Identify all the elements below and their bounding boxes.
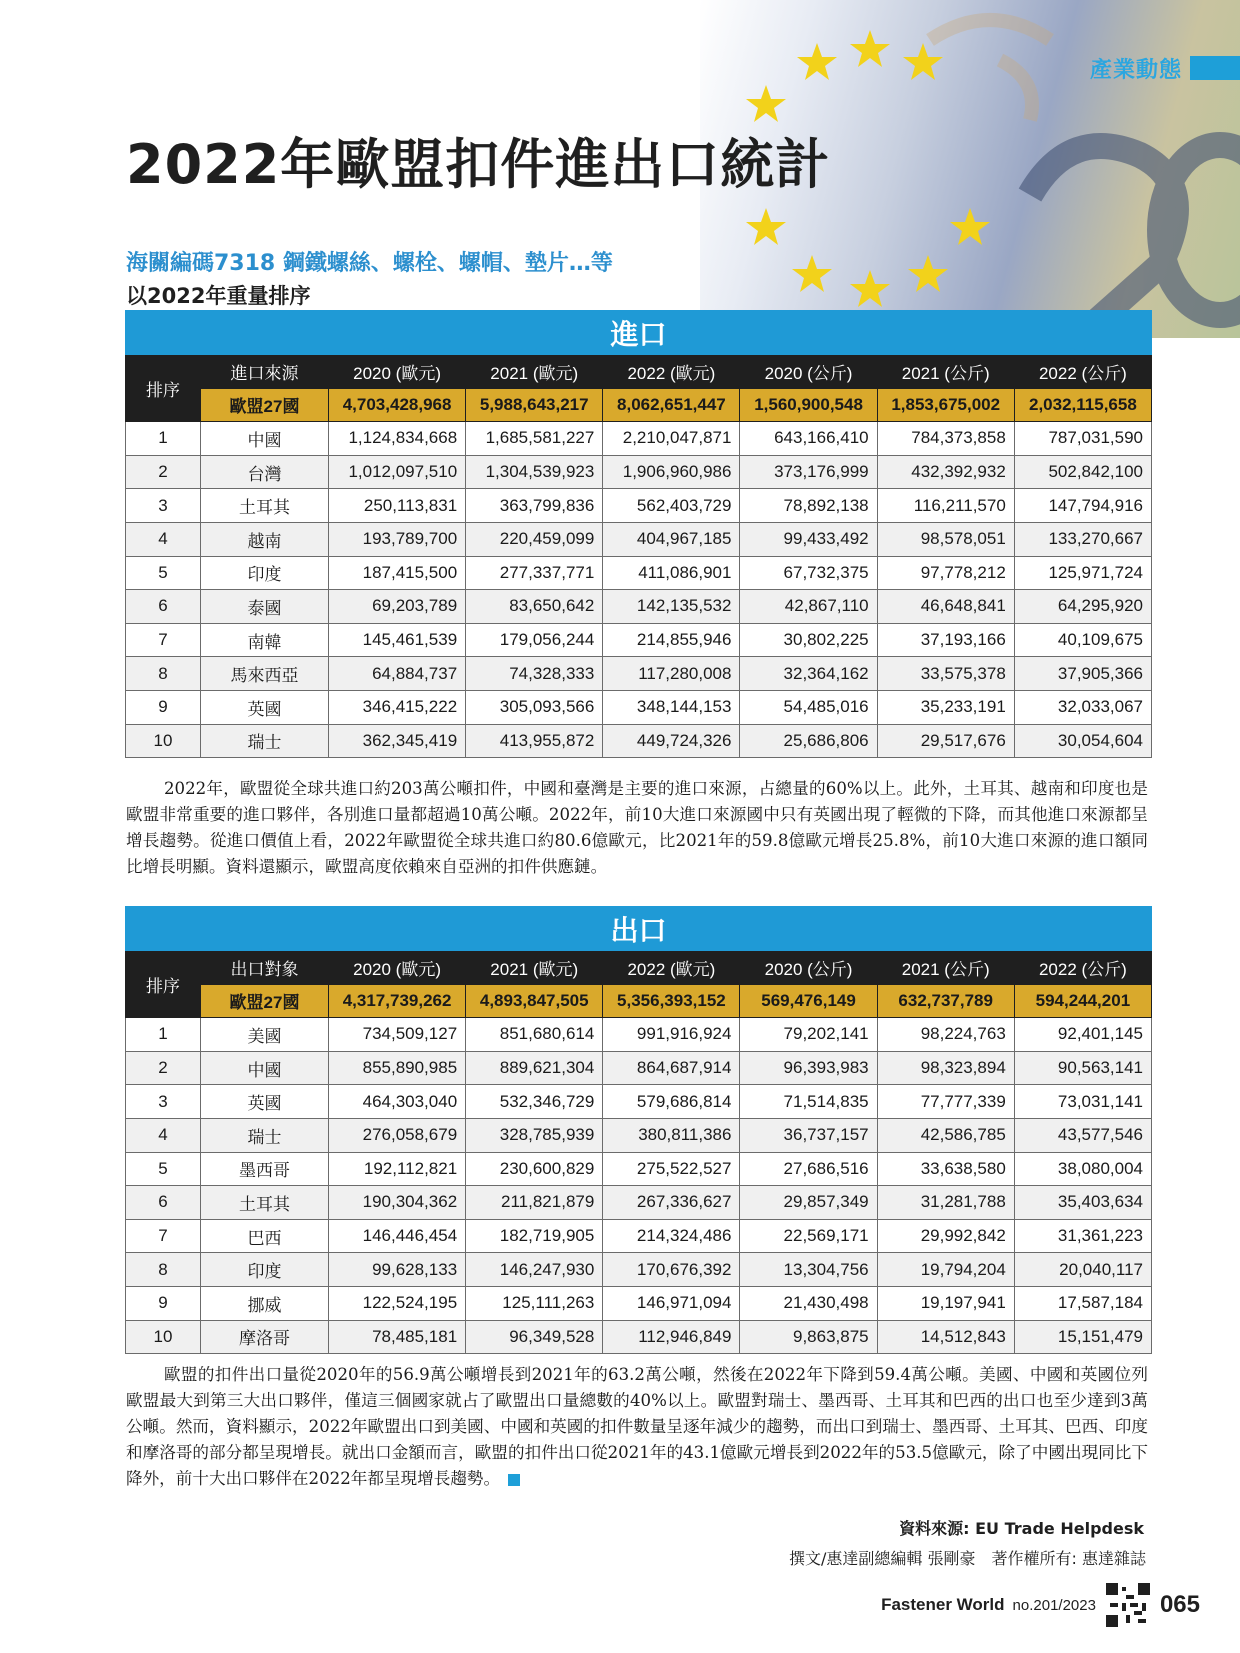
value-cell: 1,906,960,986 — [603, 455, 740, 489]
value-cell: 133,270,667 — [1014, 522, 1151, 556]
value-cell: 98,224,763 — [877, 1018, 1014, 1052]
value-cell: 17,587,184 — [1014, 1286, 1151, 1320]
column-header: 2020 (公斤) — [740, 355, 877, 389]
total-cell: 1,560,900,548 — [740, 388, 877, 422]
value-cell: 404,967,185 — [603, 522, 740, 556]
column-header: 2021 (歐元) — [466, 355, 603, 389]
table-row — [126, 590, 1152, 624]
value-cell: 363,799,836 — [466, 489, 603, 523]
total-label: 歐盟27國 — [201, 388, 329, 422]
import-paragraph: 2022年，歐盟從全球共進口約203萬公噸扣件，中國和臺灣是主要的進口來源，占總量的60%以上。此外，土耳其、越南和印度也是歐盟非常重要的進口夥伴，各別進口量都超過10萬公噸。2022年，前10大進口來源國中只有英國出現了輕微的下降，而其他進口來源都呈增長趨勢。從進口價值上看，2022年歐盟從全球共進口約80.6億歐元，比2021年的59.8億歐元增長25.8%，前10大進口來源的進口額同比增長明顯。資料還顯示，歐盟高度依賴來自亞洲的扣件供應鏈。 — [126, 779, 1148, 876]
country-cell: 墨西哥 — [201, 1152, 329, 1186]
value-cell: 734,509,127 — [329, 1018, 466, 1052]
table-row — [126, 623, 1152, 657]
table-row — [126, 690, 1152, 724]
value-cell: 562,403,729 — [603, 489, 740, 523]
value-cell: 21,430,498 — [740, 1286, 877, 1320]
rank-cell: 3 — [126, 489, 201, 523]
value-cell: 214,324,486 — [603, 1219, 740, 1253]
value-cell: 328,785,939 — [466, 1118, 603, 1152]
value-cell: 35,233,191 — [877, 690, 1014, 724]
value-cell: 117,280,008 — [603, 657, 740, 691]
value-cell: 29,992,842 — [877, 1219, 1014, 1253]
value-cell: 74,328,333 — [466, 657, 603, 691]
value-cell: 14,512,843 — [877, 1320, 1014, 1354]
value-cell: 449,724,326 — [603, 724, 740, 758]
column-header: 2021 (歐元) — [466, 951, 603, 985]
column-header: 2022 (歐元) — [603, 951, 740, 985]
column-header: 出口對象 — [201, 951, 329, 985]
country-cell: 摩洛哥 — [201, 1320, 329, 1354]
country-cell: 南韓 — [201, 623, 329, 657]
country-cell: 土耳其 — [201, 1186, 329, 1220]
table-row — [126, 1186, 1152, 1220]
value-cell: 889,621,304 — [466, 1051, 603, 1085]
value-cell: 54,485,016 — [740, 690, 877, 724]
value-cell: 71,514,835 — [740, 1085, 877, 1119]
table-row — [126, 1286, 1152, 1320]
rank-cell: 7 — [126, 623, 201, 657]
value-cell: 20,040,117 — [1014, 1253, 1151, 1287]
value-cell: 142,135,532 — [603, 590, 740, 624]
subtitle: 海關編碼7318 鋼鐵螺絲、螺栓、螺帽、墊片…等 — [126, 251, 613, 276]
value-cell: 78,892,138 — [740, 489, 877, 523]
import-table — [125, 310, 1152, 758]
rank-cell: 8 — [126, 657, 201, 691]
value-cell: 92,401,145 — [1014, 1018, 1151, 1052]
value-cell: 855,890,985 — [329, 1051, 466, 1085]
country-cell: 印度 — [201, 1253, 329, 1287]
value-cell: 214,855,946 — [603, 623, 740, 657]
rank-cell: 3 — [126, 1085, 201, 1119]
column-header: 2021 (公斤) — [877, 355, 1014, 389]
table-row — [126, 1018, 1152, 1052]
qr-code-icon — [1106, 1583, 1150, 1627]
value-cell: 851,680,614 — [466, 1018, 603, 1052]
country-cell: 馬來西亞 — [201, 657, 329, 691]
total-cell: 4,703,428,968 — [329, 388, 466, 422]
page-title: 2022年歐盟扣件進出口統計 — [126, 133, 831, 196]
rank-cell: 6 — [126, 1186, 201, 1220]
country-cell: 瑞士 — [201, 724, 329, 758]
total-label: 歐盟27國 — [201, 984, 329, 1018]
value-cell: 373,176,999 — [740, 455, 877, 489]
value-cell: 37,193,166 — [877, 623, 1014, 657]
value-cell: 42,867,110 — [740, 590, 877, 624]
value-cell: 267,336,627 — [603, 1186, 740, 1220]
import-header-row — [126, 355, 1152, 389]
table-row — [126, 724, 1152, 758]
value-cell: 29,857,349 — [740, 1186, 877, 1220]
column-header: 2021 (公斤) — [877, 951, 1014, 985]
value-cell: 179,056,244 — [466, 623, 603, 657]
value-cell: 784,373,858 — [877, 422, 1014, 456]
value-cell: 77,777,339 — [877, 1085, 1014, 1119]
section-tag-label: 產業動態 — [1089, 57, 1182, 83]
country-cell: 瑞士 — [201, 1118, 329, 1152]
rank-cell: 7 — [126, 1219, 201, 1253]
value-cell: 276,058,679 — [329, 1118, 466, 1152]
value-cell: 116,211,570 — [877, 489, 1014, 523]
value-cell: 250,113,831 — [329, 489, 466, 523]
value-cell: 22,569,171 — [740, 1219, 877, 1253]
table-row — [126, 1320, 1152, 1354]
value-cell: 42,586,785 — [877, 1118, 1014, 1152]
country-cell: 巴西 — [201, 1219, 329, 1253]
value-cell: 991,916,924 — [603, 1018, 740, 1052]
country-cell: 泰國 — [201, 590, 329, 624]
sort-note: 以2022年重量排序 — [126, 284, 311, 308]
table-row — [126, 455, 1152, 489]
value-cell: 211,821,879 — [466, 1186, 603, 1220]
value-cell: 125,111,263 — [466, 1286, 603, 1320]
total-cell: 5,356,393,152 — [603, 984, 740, 1018]
value-cell: 96,393,983 — [740, 1051, 877, 1085]
rank-cell: 10 — [126, 1320, 201, 1354]
value-cell: 187,415,500 — [329, 556, 466, 590]
value-cell: 532,346,729 — [466, 1085, 603, 1119]
export-paragraph — [126, 1362, 1148, 1492]
value-cell: 98,323,894 — [877, 1051, 1014, 1085]
value-cell: 192,112,821 — [329, 1152, 466, 1186]
value-cell: 64,884,737 — [329, 657, 466, 691]
section-tag-bar — [1190, 56, 1240, 80]
value-cell: 30,802,225 — [740, 623, 877, 657]
total-cell: 4,893,847,505 — [466, 984, 603, 1018]
rank-cell: 1 — [126, 422, 201, 456]
rank-cell: 1 — [126, 1018, 201, 1052]
table-row — [126, 1051, 1152, 1085]
rank-cell: 2 — [126, 455, 201, 489]
value-cell: 2,210,047,871 — [603, 422, 740, 456]
rank-cell: 6 — [126, 590, 201, 624]
value-cell: 32,364,162 — [740, 657, 877, 691]
value-cell: 146,446,454 — [329, 1219, 466, 1253]
value-cell: 145,461,539 — [329, 623, 466, 657]
value-cell: 1,012,097,510 — [329, 455, 466, 489]
column-header: 2022 (公斤) — [1014, 355, 1151, 389]
import-banner: 進口 — [126, 311, 1152, 355]
value-cell: 277,337,771 — [466, 556, 603, 590]
country-cell: 越南 — [201, 522, 329, 556]
value-cell: 27,686,516 — [740, 1152, 877, 1186]
rank-cell: 4 — [126, 522, 201, 556]
table-row — [126, 1152, 1152, 1186]
value-cell: 43,577,546 — [1014, 1118, 1151, 1152]
total-cell: 594,244,201 — [1014, 984, 1151, 1018]
value-cell: 46,648,841 — [877, 590, 1014, 624]
total-cell: 4,317,739,262 — [329, 984, 466, 1018]
value-cell: 99,433,492 — [740, 522, 877, 556]
value-cell: 29,517,676 — [877, 724, 1014, 758]
country-cell: 中國 — [201, 1051, 329, 1085]
value-cell: 32,033,067 — [1014, 690, 1151, 724]
value-cell: 413,955,872 — [466, 724, 603, 758]
value-cell: 35,403,634 — [1014, 1186, 1151, 1220]
total-cell: 1,853,675,002 — [877, 388, 1014, 422]
value-cell: 411,086,901 — [603, 556, 740, 590]
column-header: 2022 (公斤) — [1014, 951, 1151, 985]
value-cell: 33,638,580 — [877, 1152, 1014, 1186]
value-cell: 79,202,141 — [740, 1018, 877, 1052]
value-cell: 464,303,040 — [329, 1085, 466, 1119]
export-banner: 出口 — [126, 907, 1152, 951]
value-cell: 15,151,479 — [1014, 1320, 1151, 1354]
rank-header: 排序 — [126, 951, 201, 1018]
magazine-name: Fastener World — [881, 1595, 1005, 1614]
column-header: 2020 (歐元) — [329, 951, 466, 985]
table-row — [126, 1253, 1152, 1287]
value-cell: 25,686,806 — [740, 724, 877, 758]
value-cell: 190,304,362 — [329, 1186, 466, 1220]
value-cell: 864,687,914 — [603, 1051, 740, 1085]
rank-cell: 5 — [126, 556, 201, 590]
value-cell: 40,109,675 — [1014, 623, 1151, 657]
value-cell: 96,349,528 — [466, 1320, 603, 1354]
rank-cell: 8 — [126, 1253, 201, 1287]
export-table — [125, 906, 1152, 1354]
rank-cell: 10 — [126, 724, 201, 758]
value-cell: 67,732,375 — [740, 556, 877, 590]
section-tag — [1056, 54, 1240, 82]
value-cell: 98,578,051 — [877, 522, 1014, 556]
author-credit: 撰文/惠達副總編輯 張剛豪 著作權所有: 惠達雜誌 — [789, 1549, 1146, 1568]
value-cell: 275,522,527 — [603, 1152, 740, 1186]
column-header: 2020 (公斤) — [740, 951, 877, 985]
value-cell: 31,281,788 — [877, 1186, 1014, 1220]
value-cell: 97,778,212 — [877, 556, 1014, 590]
rank-cell: 5 — [126, 1152, 201, 1186]
issue-number: no.201/2023 — [1012, 1596, 1096, 1614]
value-cell: 30,054,604 — [1014, 724, 1151, 758]
total-cell: 5,988,643,217 — [466, 388, 603, 422]
table-row — [126, 1219, 1152, 1253]
value-cell: 1,124,834,668 — [329, 422, 466, 456]
value-cell: 37,905,366 — [1014, 657, 1151, 691]
value-cell: 146,971,094 — [603, 1286, 740, 1320]
value-cell: 787,031,590 — [1014, 422, 1151, 456]
value-cell: 90,563,141 — [1014, 1051, 1151, 1085]
value-cell: 36,737,157 — [740, 1118, 877, 1152]
country-cell: 台灣 — [201, 455, 329, 489]
table-row — [126, 657, 1152, 691]
column-header: 2020 (歐元) — [329, 355, 466, 389]
rank-cell: 9 — [126, 690, 201, 724]
value-cell: 112,946,849 — [603, 1320, 740, 1354]
country-cell: 美國 — [201, 1018, 329, 1052]
value-cell: 125,971,724 — [1014, 556, 1151, 590]
value-cell: 305,093,566 — [466, 690, 603, 724]
value-cell: 220,459,099 — [466, 522, 603, 556]
value-cell: 78,485,181 — [329, 1320, 466, 1354]
eu27-total-row — [126, 388, 1152, 422]
table-row — [126, 1118, 1152, 1152]
value-cell: 579,686,814 — [603, 1085, 740, 1119]
table-row — [126, 1085, 1152, 1119]
column-header: 2022 (歐元) — [603, 355, 740, 389]
total-cell: 569,476,149 — [740, 984, 877, 1018]
total-cell: 2,032,115,658 — [1014, 388, 1151, 422]
rank-cell: 2 — [126, 1051, 201, 1085]
value-cell: 9,863,875 — [740, 1320, 877, 1354]
value-cell: 643,166,410 — [740, 422, 877, 456]
value-cell: 31,361,223 — [1014, 1219, 1151, 1253]
rank-header: 排序 — [126, 355, 201, 422]
value-cell: 346,415,222 — [329, 690, 466, 724]
country-cell: 英國 — [201, 690, 329, 724]
table-row — [126, 556, 1152, 590]
value-cell: 230,600,829 — [466, 1152, 603, 1186]
rank-cell: 4 — [126, 1118, 201, 1152]
value-cell: 348,144,153 — [603, 690, 740, 724]
export-header-row — [126, 951, 1152, 985]
country-cell: 挪威 — [201, 1286, 329, 1320]
value-cell: 38,080,004 — [1014, 1152, 1151, 1186]
value-cell: 99,628,133 — [329, 1253, 466, 1287]
rank-cell: 9 — [126, 1286, 201, 1320]
value-cell: 83,650,642 — [466, 590, 603, 624]
export-paragraph-text: 歐盟的扣件出口量從2020年的56.9萬公噸增長到2021年的63.2萬公噸，然後在2022年下降到59.4萬公噸。美國、中國和英國位列歐盟最大到第三大出口夥伴，僅這三個國家就占了歐盟出口量總數的40%以上。歐盟對瑞士、墨西哥、土耳其和巴西的出口也至少達到3萬公噸。然而，資料顯示，2022年歐盟出口到美國、中國和英國的扣件數量呈逐年減少的趨勢，而出口到瑞士、墨西哥、土耳其、巴西、印度和摩洛哥的部分都呈現增長。就出口金額而言，歐盟的扣件出口從2021年的43.1億歐元增長到2022年的53.5億歐元，除了中國出現同比下降外，前十大出口夥伴在2022年都呈現增長趨勢。 — [126, 1365, 1148, 1488]
table-row — [126, 489, 1152, 523]
value-cell: 147,794,916 — [1014, 489, 1151, 523]
value-cell: 69,203,789 — [329, 590, 466, 624]
value-cell: 502,842,100 — [1014, 455, 1151, 489]
value-cell: 64,295,920 — [1014, 590, 1151, 624]
value-cell: 170,676,392 — [603, 1253, 740, 1287]
value-cell: 1,304,539,923 — [466, 455, 603, 489]
page-footer — [860, 1580, 1200, 1630]
table-row — [126, 422, 1152, 456]
eu27-total-row — [126, 984, 1152, 1018]
value-cell: 380,811,386 — [603, 1118, 740, 1152]
value-cell: 146,247,930 — [466, 1253, 603, 1287]
total-cell: 632,737,789 — [877, 984, 1014, 1018]
value-cell: 73,031,141 — [1014, 1085, 1151, 1119]
end-mark-icon — [508, 1474, 520, 1486]
total-cell: 8,062,651,447 — [603, 388, 740, 422]
value-cell: 362,345,419 — [329, 724, 466, 758]
value-cell: 13,304,756 — [740, 1253, 877, 1287]
data-source: 資料來源: EU Trade Helpdesk — [899, 1519, 1144, 1538]
page-number: 065 — [1159, 1591, 1200, 1618]
value-cell: 122,524,195 — [329, 1286, 466, 1320]
value-cell: 193,789,700 — [329, 522, 466, 556]
country-cell: 英國 — [201, 1085, 329, 1119]
column-header: 進口來源 — [201, 355, 329, 389]
value-cell: 182,719,905 — [466, 1219, 603, 1253]
value-cell: 19,794,204 — [877, 1253, 1014, 1287]
value-cell: 33,575,378 — [877, 657, 1014, 691]
country-cell: 印度 — [201, 556, 329, 590]
value-cell: 19,197,941 — [877, 1286, 1014, 1320]
value-cell: 1,685,581,227 — [466, 422, 603, 456]
country-cell: 土耳其 — [201, 489, 329, 523]
country-cell: 中國 — [201, 422, 329, 456]
table-row — [126, 522, 1152, 556]
value-cell: 432,392,932 — [877, 455, 1014, 489]
